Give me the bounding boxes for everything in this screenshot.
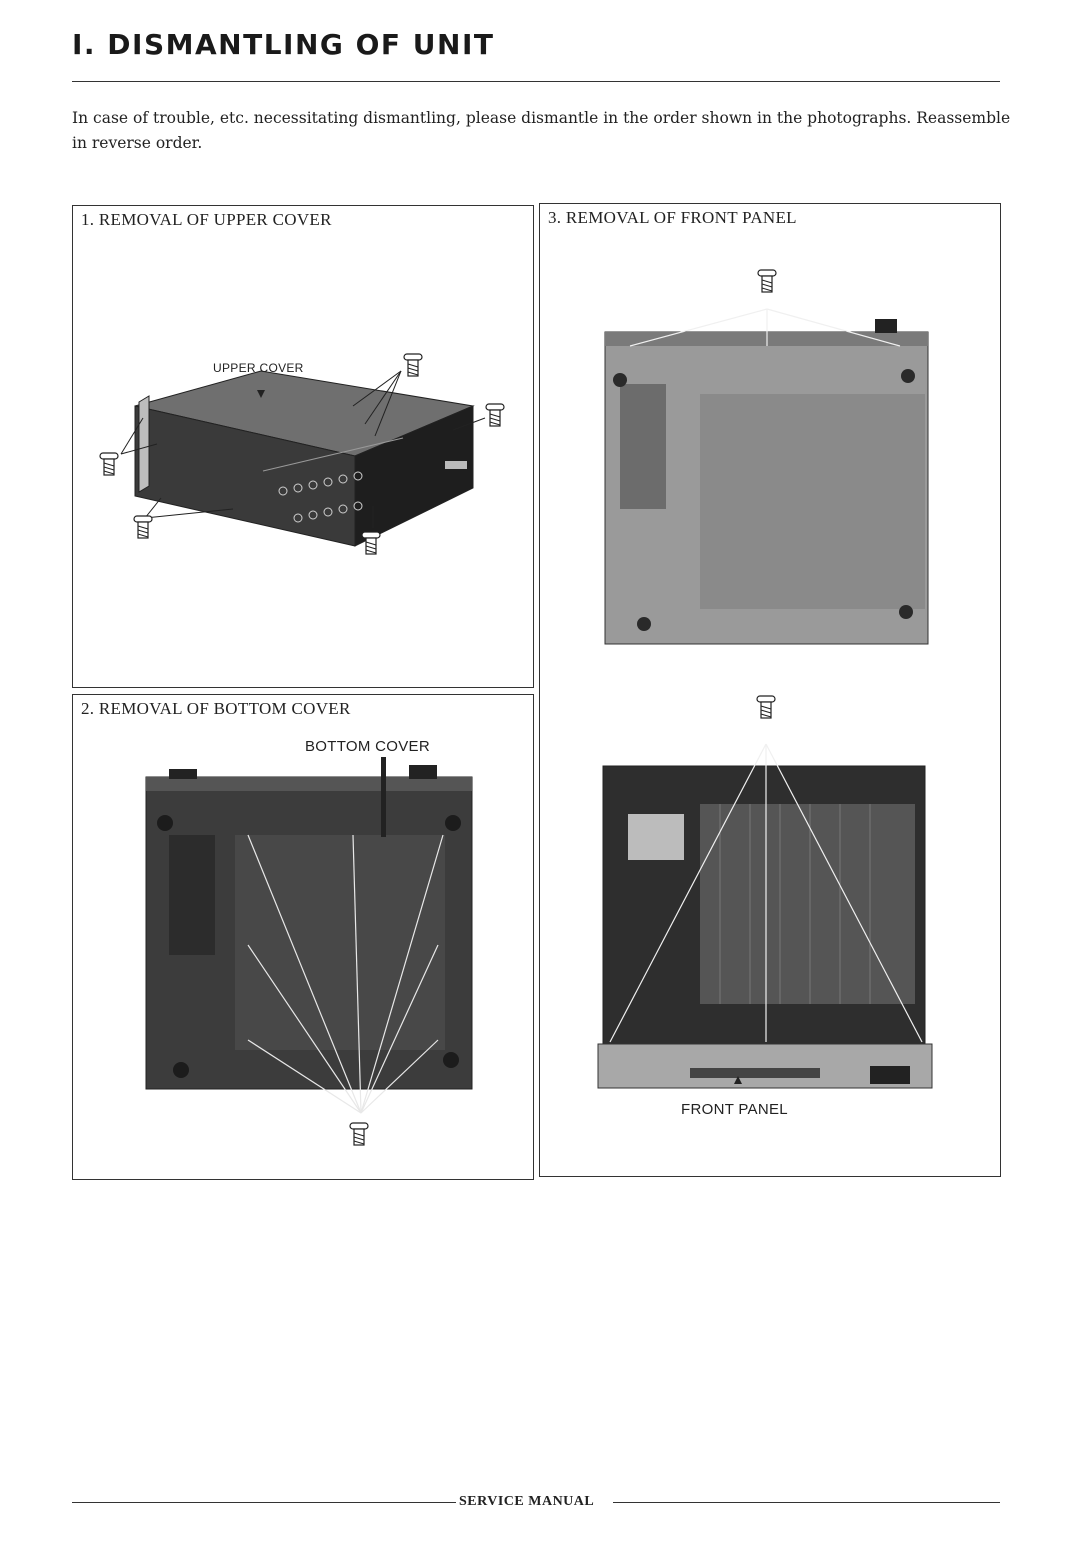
page-title: I. DISMANTLING OF UNIT	[72, 28, 495, 61]
footer-rule-left	[72, 1502, 456, 1503]
screw-icon	[134, 516, 152, 538]
screw-icon	[757, 696, 775, 718]
panel-front-panel	[539, 203, 1001, 1177]
bottom-cover-photo	[73, 695, 533, 1179]
panel-bottom-cover	[72, 694, 534, 1180]
panel-upper-cover-title: 1. REMOVAL OF UPPER COVER	[81, 210, 332, 229]
screw-icon	[100, 453, 118, 475]
screw-icon	[486, 404, 504, 426]
screw-icon	[404, 354, 422, 376]
bottom-cover-callout: BOTTOM COVER	[305, 738, 430, 755]
title-rule	[72, 81, 1000, 82]
front-panel-photos	[540, 204, 1000, 1176]
footer-rule-right	[613, 1502, 1000, 1503]
footer-label: SERVICE MANUAL	[459, 1494, 595, 1509]
panel-bottom-cover-title: 2. REMOVAL OF BOTTOM COVER	[81, 699, 351, 718]
front-panel-callout: FRONT PANEL	[681, 1101, 788, 1118]
screw-icon	[362, 532, 380, 554]
intro-text: In case of trouble, etc. necessitating dismantling, please dismantle in the order shown in the photographs. Reassemble in reverse order.	[72, 109, 1011, 152]
panel-front-panel-title: 3. REMOVAL OF FRONT PANEL	[548, 208, 797, 227]
upper-cover-illustration	[73, 206, 533, 687]
panel-upper-cover	[72, 205, 534, 688]
screw-icon	[758, 270, 776, 292]
upper-cover-callout: UPPER COVER	[213, 361, 304, 375]
screw-icon	[350, 1123, 368, 1145]
